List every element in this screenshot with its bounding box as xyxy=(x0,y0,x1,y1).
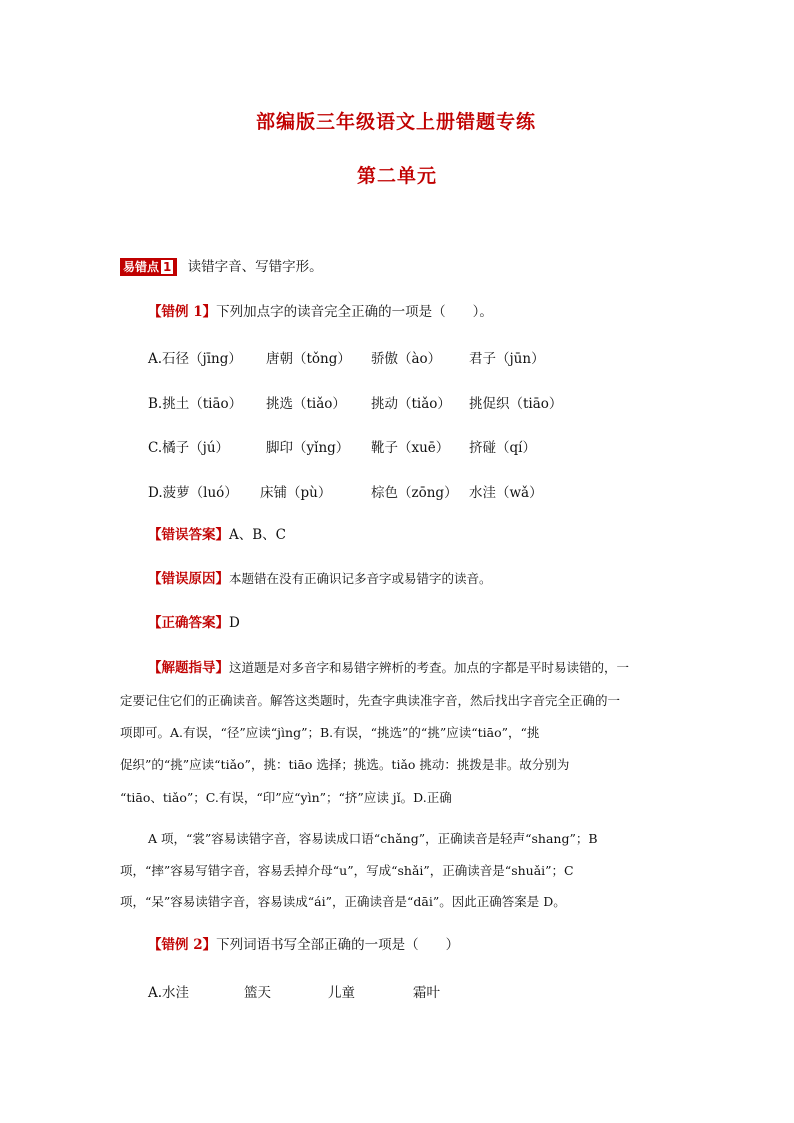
error-point-tag: 易错点 1 xyxy=(120,258,177,276)
option-a-4: 君子（jūn） xyxy=(469,351,545,367)
example1-label: 【错例 1】 xyxy=(148,304,217,320)
error-point-heading xyxy=(120,258,323,276)
error-point-number: 1 xyxy=(160,259,174,275)
example1-question: 【错例 1】下列加点字的读音完全正确的一项是（ ）。 xyxy=(148,304,493,320)
option-c-3: 靴子（xuē） xyxy=(371,440,450,456)
option-d-4: 水洼（wǎ） xyxy=(469,485,543,501)
ex2-option-1: A.水洼 xyxy=(148,985,190,1001)
ex2-option-4: 霜叶 xyxy=(413,985,440,1001)
page-subtitle: 第二单元 xyxy=(357,165,438,187)
option-a-1: A.石径（jīng） xyxy=(148,351,242,367)
wrong-answer: 【错误答案】A、B、C xyxy=(148,527,286,543)
option-b-3: 挑动（tiǎo） xyxy=(371,396,451,412)
option-c-2: 脚印（yǐng） xyxy=(266,440,350,456)
example2-label: 【错例 2】 xyxy=(148,937,217,953)
guide-line-2: 定要记住它们的正确读音。解答这类题时，先查字典读准字音，然后找出字音完全正确的一 xyxy=(120,693,621,708)
option-d-3: 棕色（zōng） xyxy=(371,485,458,501)
guide-line-1: 【解题指导】这道题是对多音字和易错字辨析的考查。加点的字都是平时易读错的，一 xyxy=(148,660,630,676)
option-c-1: C.橘子（jú） xyxy=(148,440,230,456)
option-d-2: 床铺（pù） xyxy=(260,485,332,501)
ex2-option-3: 儿童 xyxy=(328,985,355,1001)
correct-answer: 【正确答案】D xyxy=(148,615,240,631)
example2-question: 【错例 2】下列词语书写全部正确的一项是（ ） xyxy=(148,937,460,953)
option-a-3: 骄傲（ào） xyxy=(371,351,442,367)
option-c-4: 挤碰（qí） xyxy=(469,440,536,456)
guide-line-3: 项即可。A.有误，“径”应读“jìng”；B.有误，“挑选”的“挑”应读“tiāo”，“挑 xyxy=(120,725,540,740)
wrong-reason: 【错误原因】本题错在没有正确识记多音字或易错字的读音。 xyxy=(148,571,492,587)
option-b-1: B.挑土（tiāo） xyxy=(148,396,243,412)
option-b-4: 挑促织（tiāo） xyxy=(469,396,563,412)
option-b-2: 挑选（tiǎo） xyxy=(266,396,346,412)
ex2-option-2: 篮天 xyxy=(244,985,271,1001)
extra-line-3: 项，“呆”容易读错字音，容易读成“ái”，正确读音是“dāi”。因此正确答案是 D。 xyxy=(120,894,566,909)
option-a-2: 唐朝（tǒng） xyxy=(266,351,351,367)
option-d-1: D.菠萝（luó） xyxy=(148,485,238,501)
error-point-text: 读错字音、写错字形。 xyxy=(187,259,323,275)
extra-line-1: A 项，“裳”容易读错字音，容易读成口语“chǎng”，正确读音是轻声“shang”；B xyxy=(148,831,598,846)
extra-line-2: 项，“摔”容易写错字音，容易丢掉介母“u”，写成“shǎi”，正确读音是“shuǎi”；C xyxy=(120,863,574,878)
guide-line-5: “tiāo、tiǎo”；C.有误，“印”应“yìn”；“挤”应读 jǐ。D.正确 xyxy=(120,790,452,805)
page-title: 部编版三年级语文上册错题专练 xyxy=(256,111,537,133)
guide-line-4: 促织”的“挑”应读“tiǎo”，挑：tiāo 选择；挑选。tiǎo 挑动：挑拨是非。故分别为 xyxy=(120,757,570,772)
